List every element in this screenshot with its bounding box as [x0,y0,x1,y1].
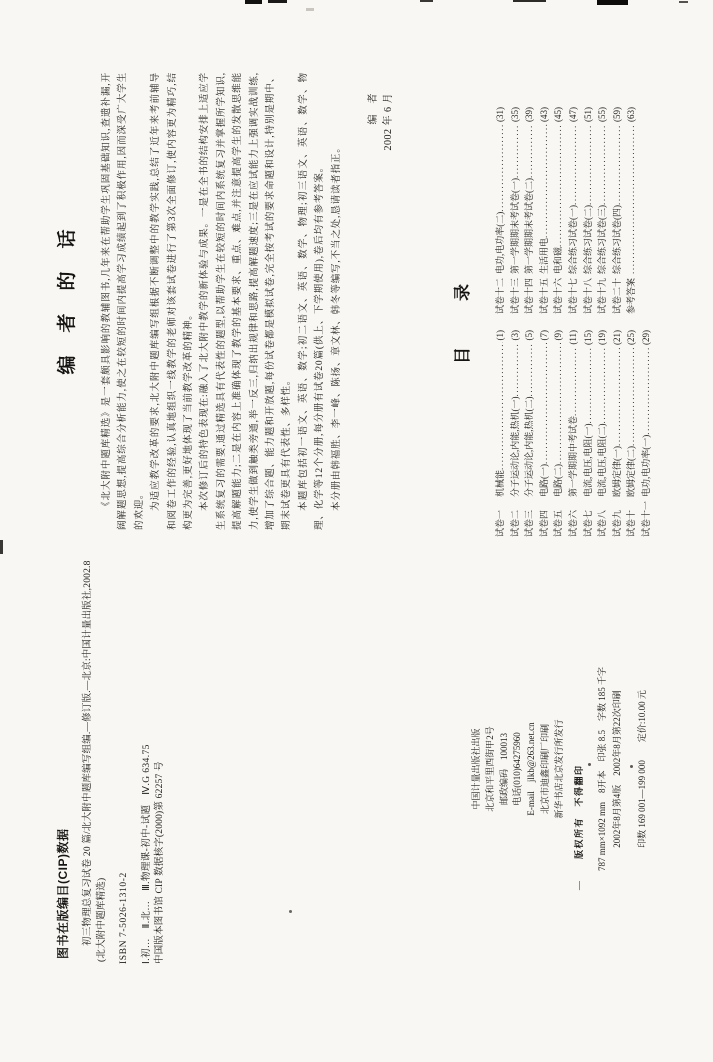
cip-line: 中国版本图书馆 CIP 数据核字(2000)第 62257 号 [155,761,165,964]
toc-entry-label: 试卷十五 [538,277,549,314]
preface-paragraph: 本分册由韩福胜、李一峰、陈扬、章文林、韩冬等编写,不当之处,恳请读者指正。 [331,142,342,511]
toc-entry [551,330,566,537]
print-spec-line: 787 mm×1092 mm 8开本 印张 8.5 字数 185 千字 [596,666,607,872]
print-spec-line: 2002年8月第4版 2002年8月第22次印刷 [611,690,622,848]
preface-paragraphs [99,72,345,530]
toc-entry-title: 分子运动论,内能,热机(二) [524,396,535,497]
toc-entry-label: 试卷二十 [611,277,622,314]
toc-entry-page: (35) [509,107,520,122]
scan-artifact [0,540,3,554]
toc-entry [508,330,523,537]
toc-dot-leader [551,343,566,465]
toc-entry-label: 试卷八 [597,509,608,537]
signature-date: 2002 年 6 月 [382,93,394,151]
scan-artifact [306,8,314,11]
toc-dot-leader [639,347,654,435]
toc-entry-title: 综合练习试卷(四) [611,205,622,274]
toc-entry [493,107,508,314]
toc-entry [566,330,581,537]
cip-line: 初三物理总复习试卷 20 篇/北大附中题库编写组编.—修订版.—北京:中国计量出版社,2002.8 [83,560,93,946]
toc-entry-label: 试卷十二 [495,277,505,314]
toc-entry-label: 试卷一 [495,509,505,537]
rights-dash: — [573,881,584,890]
toc-dot-leader [581,347,596,424]
print-spec-lines [595,662,650,876]
scan-artifact [289,910,292,913]
toc-entry [610,107,625,314]
toc-entry-title: 欧姆定律(一) [611,446,622,497]
toc-entry [508,107,523,314]
toc-entry [639,330,654,537]
preface-paragraph: 《北大附中题库精选》是一套颇具影响的教辅图书,几年来在帮助学生巩固基础知识,查遗补漏,开阔解题思想,提高综合分析能力,使之在较短的时间内提高学习成绩起到了积极作用,因而深受广大学生的欢迎。 [102,72,145,530]
toc-dot-leader [551,124,566,247]
toc-entry-label: 参考答案 [626,277,637,314]
toc-entry-page: (1) [495,330,505,341]
toc-dot-leader [624,347,639,446]
toc-entry-page: (15) [582,330,593,345]
toc-entry-title: 第一学期期中考试卷 [567,415,578,497]
toc-entry-title: 综合练习试卷(二) [582,205,593,274]
toc-entry-page: (25) [626,330,637,345]
toc-entry-page: (59) [611,107,622,122]
toc-entry-label: 试卷十七 [567,277,578,314]
toc-entry-title: 电流,电压,电阻(一) [582,423,593,497]
scan-artifact [420,0,433,2]
toc-entry [522,107,537,314]
cip-line: Ⅰ.初… Ⅱ.北… Ⅲ.物理课-初中-试题 Ⅳ.G 634.75 [142,744,152,964]
toc-entry-title: 电流,电压,电阻(二) [597,423,608,497]
toc-dot-leader [595,124,610,205]
cip-line: ISBN 7-5026-1310-2 [119,872,129,964]
toc-entry [595,330,610,537]
preface-paragraph: 本题库包括初一语文、英语、数学;初二语文、英语、数学、物理;初三语文、英语、数学、物理、化学等12个分册,每分册有试卷20篇(供上、下学期使用),卷后均有参考答案。 [298,72,326,530]
toc-entry [551,107,566,314]
toc-entry-page: (19) [597,330,608,345]
preface-title: 编 者 的 话 [57,227,78,375]
toc-entry-label: 试卷十八 [582,277,593,314]
toc-entry-title: 分子运动论,内能,热机(一) [509,396,520,497]
toc-entry-page: (39) [524,107,535,122]
preface-paragraph: 为适应教学改革的要求,北大附中题库编写组根据不断调整中的教学实践,总结了近年来考前辅导和阅卷工作的经验,认真地组织一线教学的老师对该套试卷进行了第3次全面修订,使内容更为精巧,结构更为完善,更好地体现了当前教学改革的精神。 [151,72,195,530]
preface-signature [367,93,396,530]
toc-entry-page: (21) [611,330,622,345]
scan-artifact [245,0,262,4]
rights-row [572,662,586,890]
cip-header: 图书在版编目(CIP)数据 [56,828,70,959]
signature-name: 编 者 [368,93,379,125]
publisher-line: E-mail jlkb@263.net.cn [526,722,537,816]
toc-entry-page: (11) [567,330,578,345]
toc-entry [537,107,552,314]
toc-dot-leader [537,124,552,238]
toc-entry-label: 试卷三 [524,509,535,537]
ink-speck [588,763,591,766]
toc-dot-leader [493,343,508,470]
publisher-line: 中国计量出版社出版 [471,728,481,810]
cip-line: (北大附中题库精选) [97,877,107,962]
toc-entry-page: (5) [524,330,535,341]
publisher-line: 北京和平里西街甲2号 [484,726,495,812]
toc-entry-title: 生活用电 [538,237,549,274]
toc-dot-leader [610,124,625,205]
colophon-block [470,662,650,890]
scan-artifact [597,0,628,5]
toc-dot-leader [508,124,523,178]
toc-dot-leader [508,343,523,397]
toc-entry-title: 欧姆定律(二) [626,446,637,497]
toc-entry-label: 试卷二 [509,509,520,537]
toc-entry [610,330,625,537]
preface-paragraph: 本次修订后的特色表现在:融入了北大附中教学的新体验与成果。一是在全书的结构安排上适应学生系统复习的需要,通过精选具有代表性的题型,以帮助学生在较短的时间内系统复习并掌握所学知识,提高解题能力;二是在内容上准确体现了教学的基本要求、重点、难点,并注意提高学生的发散思维能力,使学生做到触类旁通,举一反三,归纳出规律和思路,提高解题速度;三是在应试能力上强调实战训练,增加了综合题、能力题和开放题,每份试卷都是模拟试卷,完全按考试的要求命题和设计,特别是期中、期末试卷更具有代表性、多样性。 [200,72,293,530]
toc-entry [581,107,596,314]
toc-entry-label: 试卷十三 [509,277,520,314]
toc-entry-title: 综合练习试卷(一) [567,205,578,274]
toc-columns [493,107,654,537]
toc-entry-title: 电路(二) [553,464,564,497]
toc-entry-label: 试卷九 [611,509,622,537]
toc-entry-title: 综合练习试卷(三) [597,205,608,274]
toc-dot-leader [522,343,537,397]
toc-title: 目 录 [453,280,472,364]
toc-entry-title: 机械能 [495,469,505,497]
toc-entry-page: (63) [626,107,637,122]
toc-entry [581,330,596,537]
toc-entry-page: (9) [553,330,564,341]
toc-dot-leader [581,124,596,205]
toc-entry-title: 第一学期期末考试卷(一) [509,178,520,274]
toc-entry-title: 电路(一) [538,464,549,497]
scan-artifact [268,0,287,3]
toc-entry-label: 试卷六 [567,509,578,537]
toc-entry-page: (43) [538,107,549,122]
toc-entry-label: 试卷七 [582,509,593,537]
toc-entry-label: 试卷十 [626,509,637,537]
scan-artifact [679,1,688,3]
toc-column-left [493,330,654,537]
toc-entry-title: 电功,电功率(一) [640,434,651,497]
cip-lines [82,540,167,964]
toc-entry [595,107,610,314]
toc-entry-page: (45) [553,107,564,122]
toc-entry-label: 试卷十六 [553,277,564,314]
toc-entry [522,330,537,537]
toc-entry-page: (7) [538,330,549,341]
publisher-lines [470,662,567,876]
ink-speck [630,765,633,768]
toc-entry-label: 试卷十四 [524,277,535,314]
toc-entry-page: (29) [640,330,651,345]
toc-dot-leader [610,347,625,446]
toc-entry-label: 试卷五 [553,509,564,537]
toc-dot-leader [522,124,537,178]
scan-artifact [513,0,546,2]
toc-entry [537,330,552,537]
publisher-line: 邮政编码 100013 [498,733,509,806]
toc-entry-label: 试卷四 [538,509,549,537]
toc-entry-title: 电和磁 [553,246,564,274]
toc-entry [624,107,639,314]
toc-entry-label: 试卷十一 [640,500,651,537]
rights-notice: 版权所有 不得翻印 [573,764,584,859]
toc-entry-page: (47) [567,107,578,122]
toc-entry [566,107,581,314]
publisher-line: 新华书店北京发行所发行 [553,719,564,819]
toc-entry-page: (31) [495,107,505,122]
toc-dot-leader [566,124,581,205]
toc-dot-leader [624,124,639,274]
toc-entry-title: 电功,电功率(二) [495,211,505,274]
toc-dot-leader [493,124,508,212]
toc-entry [624,330,639,537]
cip-data-block [54,540,167,964]
toc-entry-page: (55) [597,107,608,122]
publisher-line: 北京市迪鑫印刷厂印刷 [539,724,550,815]
toc-entry-title: 第一学期期末考试卷(二) [524,178,535,274]
toc-dot-leader [537,343,552,465]
toc-dot-leader [566,347,581,416]
toc-dot-leader [595,347,610,424]
toc-entry-label: 试卷十九 [597,277,608,314]
print-spec-line: 印数 169 001—199 000 定价:10.00 元 [636,690,647,848]
toc-column-right [493,107,654,314]
toc-entry-page: (3) [509,330,520,341]
publisher-line: 电话(010)64275960 [512,732,523,806]
toc-entry [493,330,508,537]
toc-entry-page: (51) [582,107,593,122]
